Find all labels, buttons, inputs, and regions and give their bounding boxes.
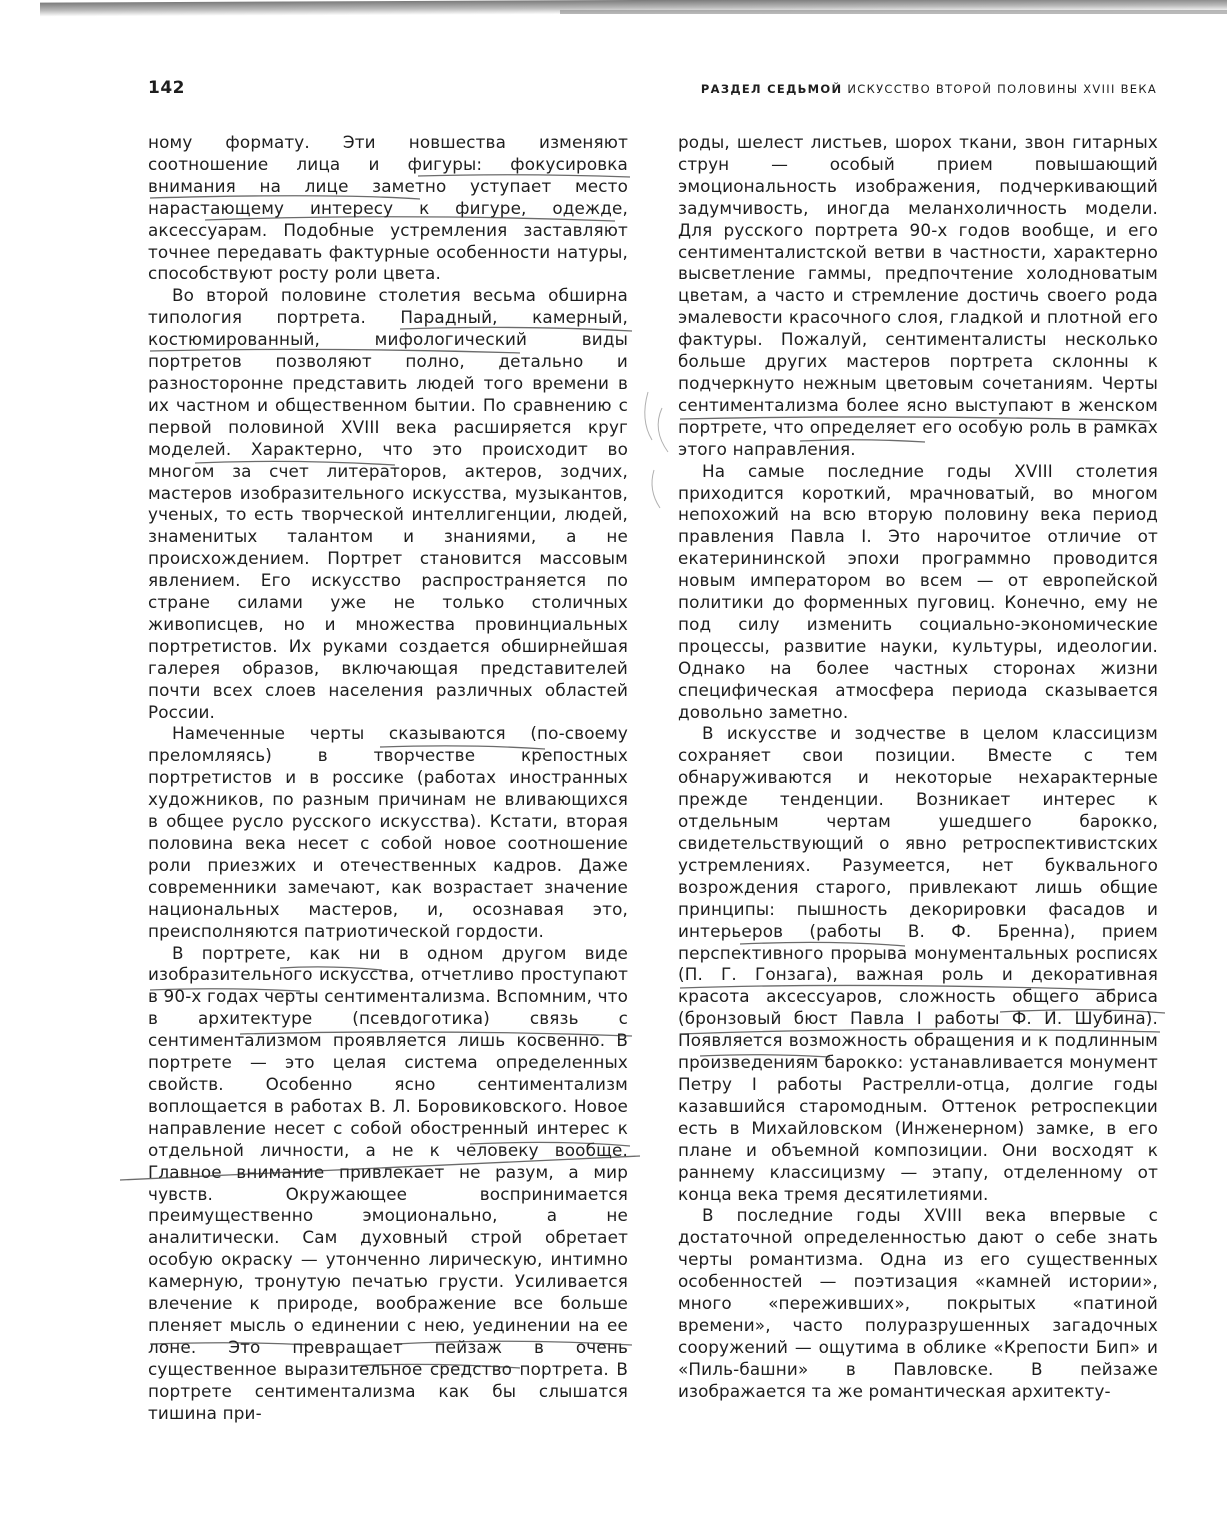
paragraph: В искусстве и зодчестве в целом классицизм сохраняет свои позиции. Вместе с тем обнаруживаются и некоторые нехарактерные прежде тенденции. Возникает интерес к отдельным чертам ушедшего барокко, свидетельствующий о явно ретроспективистских устремлениях. Разумеется, нет буквального возрождения старого, привлекают лишь общие принципы: пышность декорировки фасадов и интерьеров (работы В. Ф. Бренна), прием перспективного прорыва монументальных росписях (П. Г. Гонзага), важная роль и декоративная красота аксессуаров, сложность общего абриса (бронзовый бюст Павла I работы Ф. И. Шубина). Появляется возможность обращения и к подлинным произведениям барокко: устанавливается монумент Петру I работы Растрелли-отца, долгие годы казавшийся старомодным. Оттенок ретроспекции есть в Михайловском (Инженерном) замке, в его плане и объемной композиции. Они восходят к раннему классицизму — этапу, отделенному от конца века тремя десятилетиями. <box>678 723 1158 1204</box>
scan-shadow-edge <box>40 0 1227 17</box>
section-title: ИСКУССТВО ВТОРОЙ ПОЛОВИНЫ XVIII ВЕКА <box>847 82 1157 96</box>
text-column-right <box>678 132 1158 1403</box>
page-number: 142 <box>148 78 185 98</box>
running-head <box>701 82 1157 96</box>
text-column-left <box>148 132 628 1424</box>
paragraph: роды, шелест листьев, шорох ткани, звон гитарных струн — особый прием повышающий эмоциональность изображения, подчеркивающий задумчивость, иногда меланхоличность модели. Для русского портрета 90-х годов вообще, и его сентименталистской ветви в частности, характерно высветление гаммы, предпочтение холодноватым цветам, а часто и стремление достичь своего рода эмалевости красочного слоя, гладкой и плотной его фактуры. Пожалуй, сентименталисты несколько больше других мастеров портрета склонны к подчеркнуто нежным цветовым сочетаниям. Черты сентиментализма более ясно выступают в женском портрете, что определяет его особую роль в рамках этого направления. <box>678 132 1158 459</box>
paragraph: Во второй половине столетия весьма обширна типология портрета. Парадный, камерный, костюмированный, мифологический виды портретов позволяют полно, детально и разносторонне представить людей того времени в их частном и общественном бытии. По сравнению с первой половиной XVIII века расширяется круг моделей. Характерно, что это происходит во многом за счет литераторов, актеров, зодчих, мастеров изобразительного искусства, музыкантов, ученых, то есть творческой интеллигенции, людей, знаменитых талантом и знаниями, а не происхождением. Портрет становится массовым явлением. Его искусство распространяется по стране силами уже не только столичных живописцев, но и множества провинциальных портретистов. Их руками создается обширнейшая галерея образов, включающая представителей почти всех слоев населения различных областей России. <box>148 285 628 722</box>
paragraph: В последние годы XVIII века впервые с достаточной определенностью дают о себе знать черты романтизма. Одна из его существенных особенностей — поэтизация «камней истории», много «переживших», покрытых «патиной времени», часто полуразрушенных загадочных сооружений — ощутима в облике «Крепости Бип» и «Пиль-башни» в Павловске. В пейзаже изображается та же романтическая архитекту- <box>678 1205 1158 1401</box>
section-label: РАЗДЕЛ СЕДЬМОЙ <box>700 82 843 96</box>
pen-margin-mark <box>645 392 652 440</box>
pen-margin-mark <box>658 408 668 452</box>
scan-shadow-line <box>560 10 1227 14</box>
pen-margin-mark <box>652 470 660 508</box>
paragraph: На самые последние годы XVIII столетия приходится короткий, мрачноватый, во многом непохожий на всю вторую половину века период правления Павла I. Это нарочитое отличие от екатерининской эпохи программно проводится новым императором во всем — от европейской политики до форменных пуговиц. Конечно, ему не под силу изменить социально-экономические процессы, развитие науки, культуры, идеологии. Однако на более частных сторонах жизни специфическая атмосфера периода сказывается довольно заметно. <box>678 460 1158 722</box>
paragraph: В портрете, как ни в одном другом виде изобразительного искусства, отчетливо проступают в 90-х годах черты сентиментализма. Вспомним, что в архитектуре (псевдоготика) связь с сентиментализмом проявляется лишь косвенно. В портрете — это целая система определенных свойств. Особенно ясно сентиментализм воплощается в работах В. Л. Боровиковского. Новое направление несет с собой обостренный интерес к отдельной личности, а не к человеку вообще. Главное внимание привлекает не разум, а мир чувств. Окружающее воспринимается преимущественно эмоционально, а не аналитически. Сам духовный строй обретает особую окраску — утонченно лирическую, интимно камерную, тронутую печатью грусти. Усиливается влечение к природе, воображение все больше пленяет мысль о единении с нею, уединении на ее лоне. Это превращает пейзаж в очень существенное выразительное средство портрета. В портрете сентиментализма как бы слышатся тишина при- <box>148 942 628 1423</box>
paragraph: Намеченные черты сказываются (по-своему преломляясь) в творчестве крепостных портретистов и в россике (работах иностранных художников, по разным причинам не вливающихся в общее русло русского искусства). Кстати, вторая половина века несет с собой новое соотношение роли приезжих и отечественных кадров. Даже современники замечают, как возрастает значение национальных мастеров, и, осознавая это, преисполняются патриотической гордости. <box>148 723 628 941</box>
paragraph: ному формату. Эти новшества изменяют соотношение лица и фигуры: фокусировка внимания на лице заметно уступает место нарастающему интересу к фигуре, одежде, аксессуарам. Подобные устремления заставляют точнее передавать фактурные особенности натуры, способствуют росту роли цвета. <box>148 132 628 284</box>
